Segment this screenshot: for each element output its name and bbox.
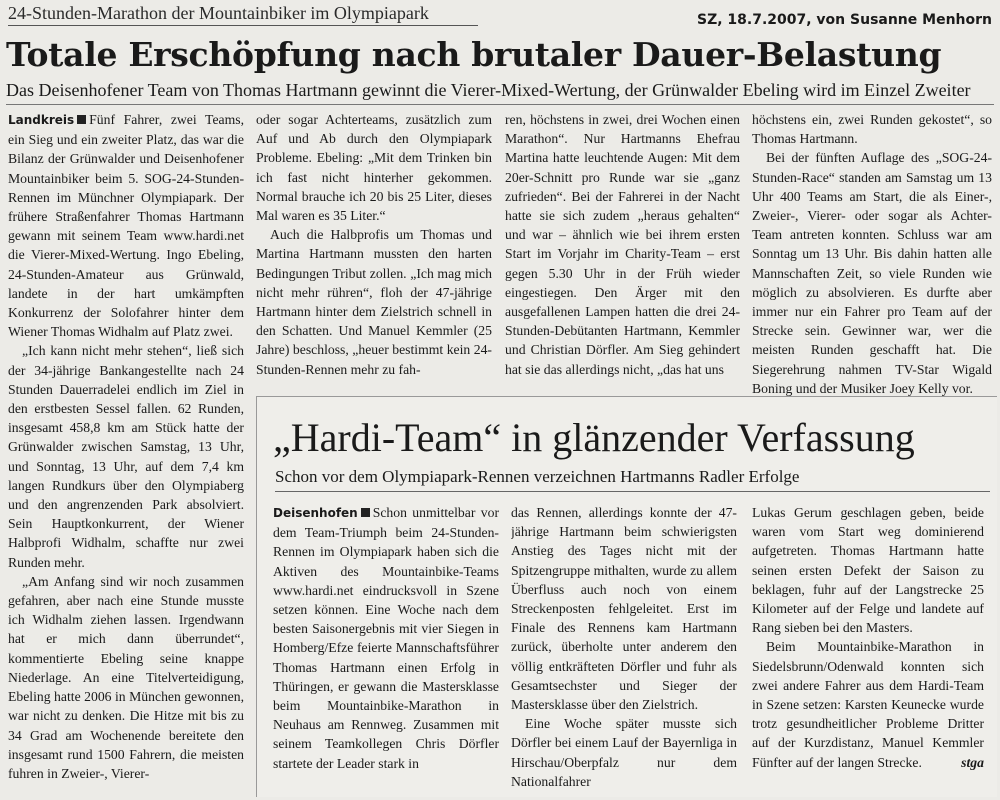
square-bullet-icon xyxy=(361,508,370,517)
sidebar-article-box xyxy=(256,396,997,797)
paragraph: höchstens ein, zwei Runden gekostet“, so Thomas Hartmann. xyxy=(752,112,992,147)
paragraph: „Am Anfang sind wir noch zusammen gefahren, aber nach eine Stunde musste ich Widhalm ziehen lassen. Irgendwann hat er mich dann überrundet“, kommentierte Ebeling seine knappe Niederlage. An eine Titelverteidigung, Ebeling hatte 2006 in München gewonnen, war nicht zu denken. Die Hitze mit bis zu 34 Grad am Wochenende bereitete den insgesamt rund 1500 Fahrern, die meisten fuhren in Zweier-, Vierer- xyxy=(8,573,244,781)
source-credit: SZ, 18.7.2007, von Susanne Menhorn xyxy=(696,12,992,28)
paragraph xyxy=(8,110,244,341)
paragraph: „Ich kann nicht mehr stehen“, ließ sich der 34-jährige Bankangestellte nach 24 Stunden Dauerradelei endlich im Ziel in den erstbesten Sessel fallen. 62 Runden, insgesamt 458,8 km am Stück hatte der Grünwalder zwischen Samstag, 13 Uhr, und Sonntag, 13 Uhr, auf dem 7,4 km langen Rundkurs über den Olympiaberg und den angrenzenden Park absolviert. Sein Hauptkonkurrent, der Wiener Halbprofi Widhalm, schaffte nur zwei Runden mehr. xyxy=(8,343,244,570)
paragraph: das Rennen, allerdings konnte der 47-jährige Hartmann beim schwierigsten Anstieg des Tages nicht mit der Spitzengruppe mithalten, wurde zu allem Überfluss auch noch von einem Streckenposten fehlgeleitet. Erst im Finale des Rennens kam Hartmann zurück, überholte unter anderem den völlig entkräfteten Dörfler und fuhr als Gesamtsechster und Sieger der Mastersklasse über den Zielstrich. xyxy=(511,505,737,713)
box-column-3 xyxy=(752,503,984,793)
box-column-1 xyxy=(273,503,499,793)
dateline: Deisenhofen xyxy=(273,506,358,520)
article-subline: Das Deisenhofener Team von Thomas Hartmann gewinnt die Vierer-Mixed-Wertung, der Grünwalder Ebeling wird im Einzel Zweiter xyxy=(6,80,971,100)
paragraph-text: Schon unmittelbar vor dem Team-Triumph beim 24-Stunden-Rennen im Olympiapark haben sich die Aktiven des Mountainbike-Teams www.hardi.net eindrucksvoll in Szene setzen können. Eine Woche nach dem besten Saisonergebnis mit vier Siegen in Homberg/Efze feierte Mannschaftsführer Thomas Hartmann einen Erfolg in Thüringen, er gewann die Mastersklasse beim Mountainbike-Marathon in Neuhaus am Rennweg. Zusammen mit seinem Teamkollegen Chris Dörfler startete der Leader stark in xyxy=(273,505,499,771)
dateline: Landkreis xyxy=(8,113,75,127)
box-column-2 xyxy=(511,503,737,793)
paragraph: Bei der fünften Auflage des „SOG-24-Stunden-Race“ standen am Samstag um 13 Uhr 400 Teams am Start, die als Einer-, Zweier-, Vierer- oder sogar als Achter-Team antreten konnten. Schluss war am Sonntag um 13 Uhr. Bis dahin hatten alle Mannschaften Zeit, so viele Runden wie möglich zu absolvieren. Es durfte aber immer nur ein Fahrer pro Team auf der Strecke sein. Gewinner war, wer die meisten Runden geschafft hat. Die Siegerehrung nahmen TV-Star Wigald Boning und der Musiker Joey Kelly vor. xyxy=(752,150,992,396)
article-column-4 xyxy=(752,110,992,410)
kicker: 24-Stunden-Marathon der Mountainbiker im Olympiapark xyxy=(8,3,478,26)
paragraph-text: Beim Mountainbike-Marathon in Siedelsbrunn/Odenwald konnten sich zwei andere Fahrer aus dem Hardi-Team in Szene setzen: Karsten Keunecke wurde trotz gesundheitlicher Probleme Dritter auf der Kurzdistanz, Manuel Kemmler Fünfter auf der langen Strecke. xyxy=(752,639,984,770)
paragraph: Lukas Gerum geschlagen geben, beide waren vom Start weg dominierend aufgetreten. Thomas Hartmann hatte seinen ersten Defekt der Saison zu beklagen, fuhr auf der Langstrecke 25 Kilometer auf der Felge und landete auf Rang sieben bei den Masters. xyxy=(752,505,984,636)
box-subline: Schon vor dem Olympiapark-Rennen verzeichnen Hartmanns Radler Erfolge xyxy=(275,467,800,486)
paragraph: Eine Woche später musste sich Dörfler bei einem Lauf der Bayernliga in Hirschau/Oberpfalz nur dem Nationalfahrer xyxy=(511,716,737,789)
square-bullet-icon xyxy=(77,115,86,124)
paragraph: oder sogar Achterteams, zusätzlich zum Auf und Ab durch den Olympiapark Probleme. Ebeling: „Mit dem Trinken bin ich fast nicht hinterher gekommen. Normal brauche ich 20 bis 25 Liter, dieses Mal waren es 35 Liter.“ xyxy=(256,112,492,224)
article-column-2 xyxy=(256,110,492,390)
author-signature: stga xyxy=(961,754,984,770)
paragraph: ren, höchstens in zwei, drei Wochen einen Marathon“. Nur Hartmanns Ehefrau Martina hatte leuchtende Augen: Mit dem 20er-Schnitt pro Runde war sie „ganz zufrieden“. Bei der Fahrerei in der Nacht hatte sie sich zudem „heraus gehalten“ und war – ähnlich wie bei ihrem ersten Start im Vorjahr im Charity-Team – erst gegen 5.30 Uhr in der Früh wieder eingestiegen. Den Ärger mit den ausgefallenen Lampen hatten die drei 24-Stunden-Debütanten Hartmann, Kemmler und Christian Dörfler. Am Sieg gehindert hat sie das allerdings nicht, „das hat uns xyxy=(505,112,740,377)
article-column-3 xyxy=(505,110,740,390)
paragraph xyxy=(273,503,499,773)
article-column-1 xyxy=(8,110,244,798)
paragraph: Auch die Halbprofis um Thomas und Martina Hartmann mussten den harten Bedingungen Tribut zollen. „Ich mag mich nicht mehr rühren“, floh der 47-jährige Hartmann hinter dem Zielstrich schnell in den Schatten. Und Manuel Kemmler (25 Jahre) beschloss, „heuer bestimmt kein 24-Stunden-Rennen mehr zu fah- xyxy=(256,227,492,377)
box-rule xyxy=(275,491,990,492)
headline-rule xyxy=(6,104,994,105)
paragraph xyxy=(752,637,984,771)
article-headline: Totale Erschöpfung nach brutaler Dauer-Belastung xyxy=(6,35,942,74)
box-headline: „Hardi-Team“ in glänzender Verfassung xyxy=(273,415,915,460)
paragraph-text: Fünf Fahrer, zwei Teams, ein Sieg und ein zweiter Platz, das war die Bilanz der Grünwalder und Deisenhofener Mountainbiker beim 5. SOG-24-Stunden-Rennen im Münchner Olympiapark. Der frühere Straßenfahrer Thomas Hartmann gewann mit seinem Team www.hardi.net die Vierer-Mixed-Wertung. Ingo Ebeling, 24-Stunden-Amateur aus Grünwald, landete in der hart umkämpften Konkurrenz der Solofahrer hinter dem Wiener Thomas Widhalm auf Platz zwei. xyxy=(8,112,244,340)
